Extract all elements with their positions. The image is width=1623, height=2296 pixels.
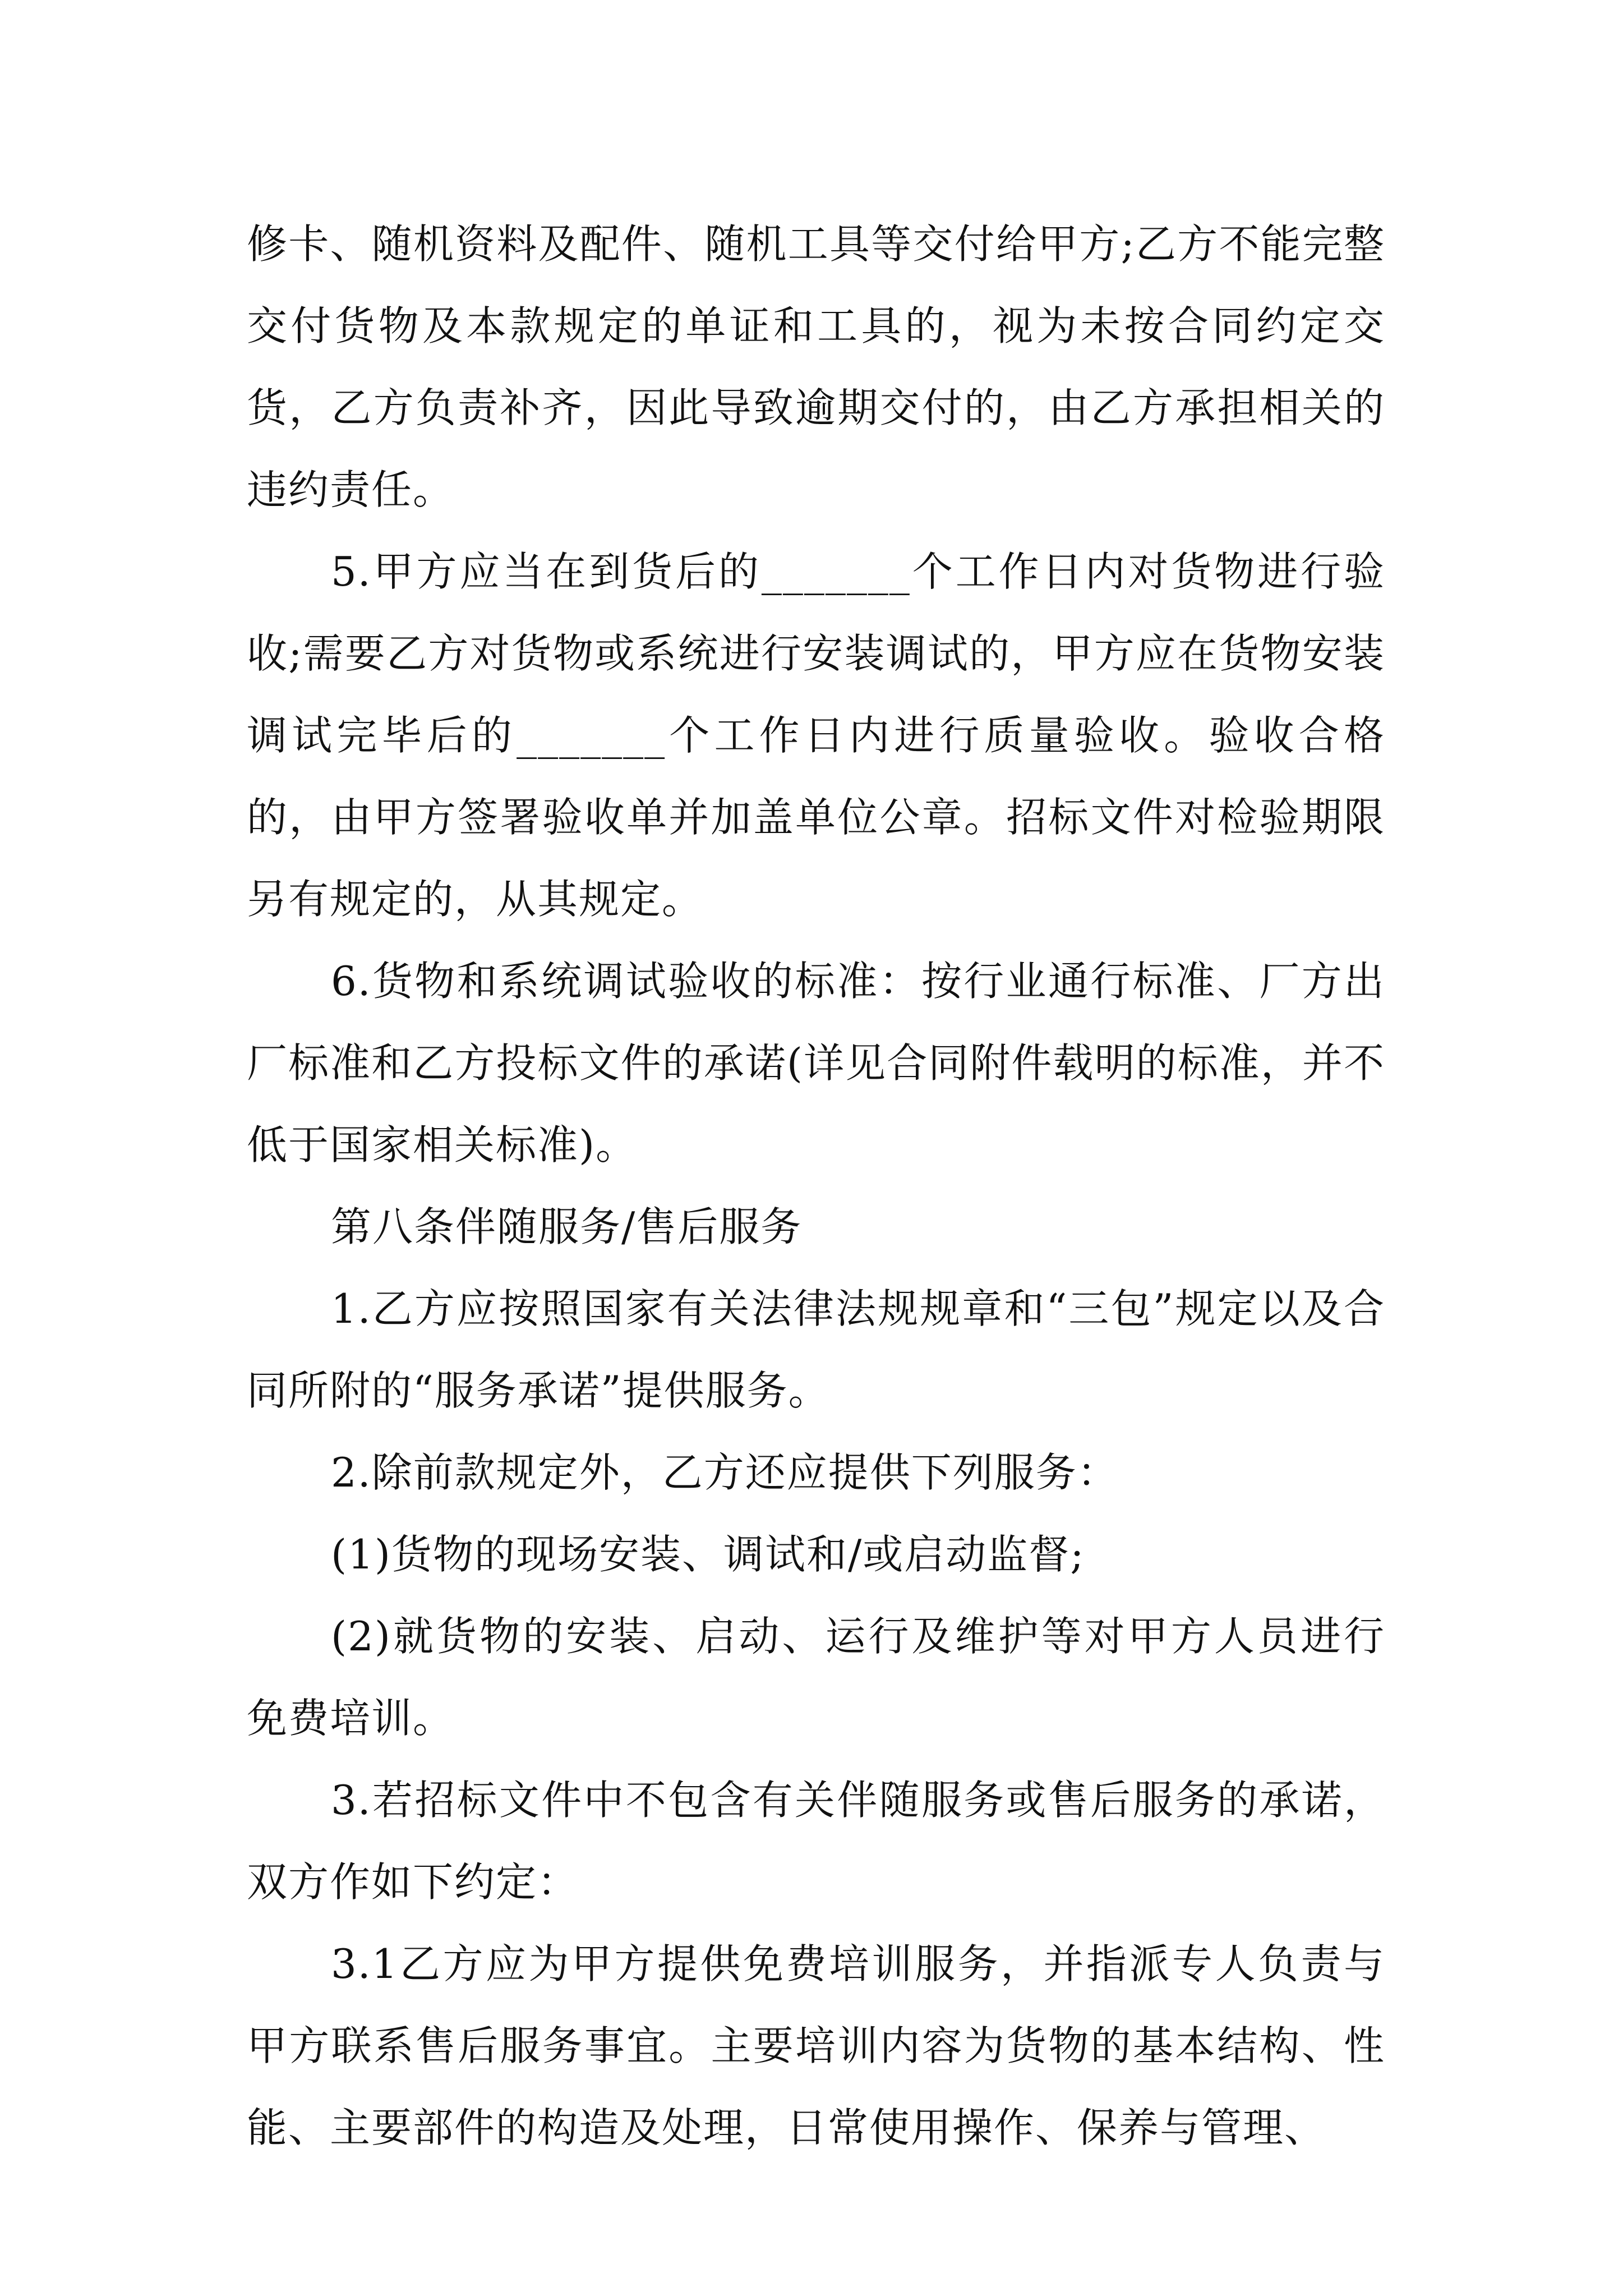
paragraph-service-3-1: 3.1乙方应为甲方提供免费培训服务，并指派专人负责与甲方联系售后服务事宜。主要培训内容为货物的基本结构、性能、主要部件的构造及处理，日常使用操作、保养与管理、 (247, 1940, 1385, 2151)
document-body (247, 203, 1385, 2169)
paragraph-service-2-item-2: (2)就货物的安装、启动、运行及维护等对甲方人员进行免费培训。 (247, 1613, 1385, 1742)
paragraph-service-1: 1.乙方应按照国家有关法律法规规章和“三包”规定以及合同所附的“服务承诺”提供服务。 (247, 1285, 1385, 1414)
paragraph-service-2-item-1: (1)货物的现场安装、调试和/或启动监督; (331, 1531, 1085, 1578)
section-heading-article-8: 第八条伴随服务/售后服务 (331, 1203, 803, 1250)
paragraph-clause-5: 5.甲方应当在到货后的_______个工作日内对货物进行验收;需要乙方对货物或系统进行安装调试的，甲方应在货物安装调试完毕后的_______个工作日内进行质量验收。验收合格的，由甲方签署验收单并加盖单位公章。招标文件对检验期限另有规定的，从其规定。 (247, 548, 1385, 923)
paragraph-clause-6: 6.货物和系统调试验收的标准：按行业通行标准、厂方出厂标准和乙方投标文件的承诺(详见合同附件载明的标准，并不低于国家相关标准)。 (247, 958, 1385, 1168)
paragraph-service-3: 3.若招标文件中不包含有关伴随服务或售后服务的承诺，双方作如下约定： (247, 1777, 1385, 1906)
paragraph-delivery-docs: 修卡、随机资料及配件、随机工具等交付给甲方;乙方不能完整交付货物及本款规定的单证和工具的，视为未按合同约定交货，乙方负责补齐，因此导致逾期交付的，由乙方承担相关的违约责任。 (247, 220, 1385, 513)
paragraph-service-2: 2.除前款规定外，乙方还应提供下列服务： (331, 1449, 1119, 1496)
